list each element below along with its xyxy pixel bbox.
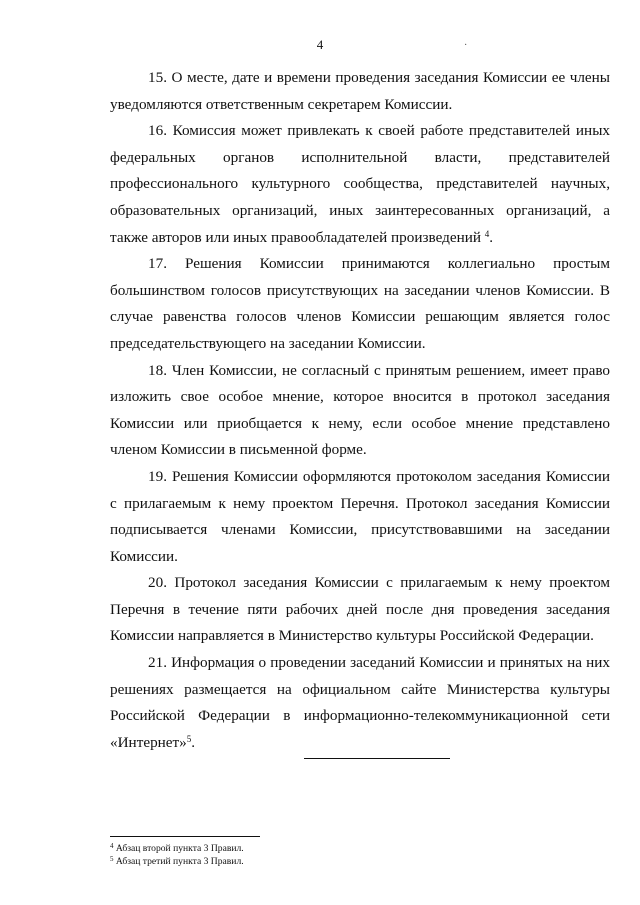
footnote-rule	[110, 836, 260, 837]
paragraph-text: 17. Решения Комиссии принимаются коллегиально простым большинством голосов присутствующих на заседании членов Комиссии. В случае равенства голосов членов Комиссии решающим является голос председательствующего на заседании Комиссии.	[110, 255, 610, 352]
paragraph-text: 16. Комиссия может привлекать к своей работе представителей иных федеральных органов исполнительной власти, представителей профессионального культурного сообщества, представителей научных, образовательных организаций, иных заинтересованных организаций, а также авторов или иных правообладателей произведений	[110, 122, 610, 246]
page-number: 4	[316, 37, 324, 52]
end-separator-line	[304, 758, 450, 759]
footnote-ref: 4	[484, 228, 490, 239]
paragraph-text: 18. Член Комиссии, не согласный с принятым решением, имеет право изложить свое особое мнение, которое вносится в протокол заседания Комиссии или приобщается к нему, если особое мнение представлено членом Комиссии в письменной форме.	[110, 361, 610, 459]
footnote-mark: 5	[110, 855, 114, 863]
footnote-mark: 4	[110, 842, 114, 850]
footnote-text: Абзац второй пункта 3 Правил.	[115, 843, 244, 854]
paragraph-16: 16. Комиссия может привлекать к своей работе представителей иных федеральных органов исполнительной власти, представителей профессионального культурного сообщества, представителей научных, образовательных организаций, иных заинтересованных организаций, а также авторов или иных правообладателей произведений $^4$.	[110, 122, 610, 246]
paragraph-text: 21. Информация о проведении заседаний Комиссии и принятых на них решениях размещается на официальном сайте Министерства культуры Российской Федерации в информационно-телекоммуникационной сети «Интернет»	[110, 654, 610, 751]
paragraph-18	[110, 358, 610, 464]
paragraph-text: 15. О месте, дате и времени проведения заседания Комиссии ее члены уведомляются ответственным секретарем Комиссии.	[110, 69, 610, 113]
footnote-4	[110, 842, 510, 855]
scan-dot: ·	[464, 40, 468, 51]
paragraph-20	[110, 570, 610, 650]
paragraph-17	[110, 251, 610, 357]
footnotes	[110, 842, 510, 868]
paragraph-text: 20. Протокол заседания Комиссии с прилагаемым к нему проектом Перечня в течение пяти рабочих дней после дня проведения заседания Комиссии направляется в Министерство культуры Российской Федерации.	[110, 574, 610, 645]
paragraph-21: 21. Информация о проведении заседаний Комиссии и принятых на них решениях размещается на официальном сайте Министерства культуры Российской Федерации в информационно-телекоммуникационной сети «Интернет»$^5$.	[110, 654, 610, 751]
document-body	[110, 65, 610, 756]
footnote-ref: 5	[186, 733, 192, 744]
footnote-5	[110, 855, 510, 868]
paragraph-19	[110, 464, 610, 570]
footnote-text: Абзац третий пункта 3 Правил.	[115, 856, 244, 867]
paragraph-text: 19. Решения Комиссии оформляются протоколом заседания Комиссии с прилагаемым к нему проектом Перечня. Протокол заседания Комиссии подписывается членами Комиссии, присутствовавшими на заседании Комиссии.	[110, 467, 610, 565]
paragraph-15	[110, 65, 610, 118]
